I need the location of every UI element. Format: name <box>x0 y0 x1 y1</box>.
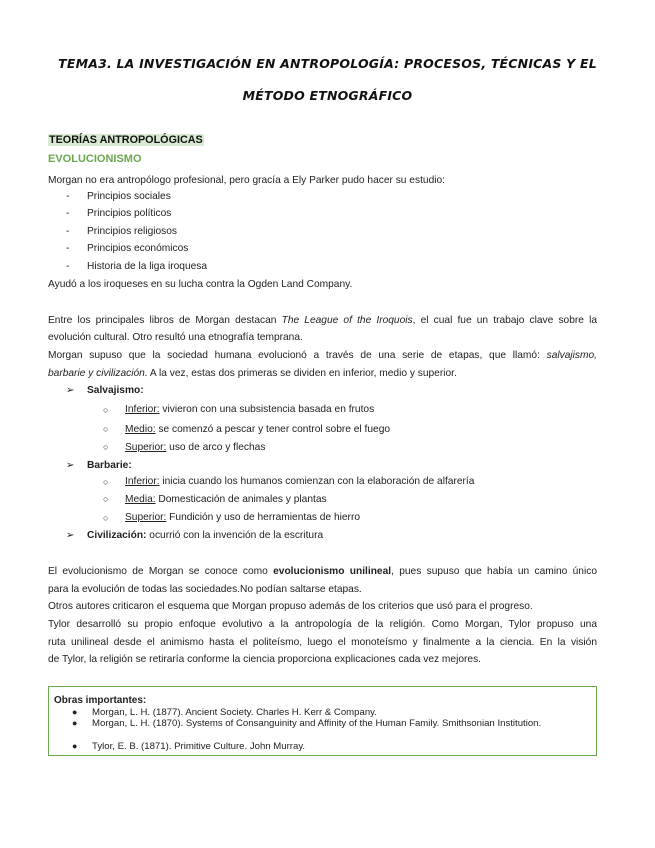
section-heading-text: TEORÍAS ANTROPOLÓGICAS <box>49 134 203 146</box>
substage-item <box>125 476 474 487</box>
stages-paragraph-line-1 <box>48 349 597 362</box>
substage-label: Inferior: <box>125 404 160 415</box>
land-company-paragraph: Ayudó a los iroqueses en su lucha contra la Ogden Land Company. <box>48 279 353 290</box>
circle-bullet-icon: ○ <box>103 494 109 504</box>
list-item: Principios económicos <box>87 243 189 254</box>
stage-name: Civilización: <box>87 530 147 541</box>
unilineal-paragraph-line-2: para la evolución de todas las sociedades.No podían saltarse etapas. <box>48 584 362 595</box>
important-works-title: Obras importantes: <box>54 695 147 706</box>
substage-text: Domesticación de animales y plantas <box>155 494 327 505</box>
work-item: Morgan, L. H. (1870). Systems of Consanguinity and Affinity of the Human Family. Smithsonian Institution. <box>92 718 542 729</box>
stage-item <box>87 530 323 541</box>
substage-item <box>125 512 360 523</box>
unilineal-paragraph-line-1 <box>48 565 597 578</box>
document-title-line-2: MÉTODO ETNOGRÁFICO <box>242 88 413 103</box>
tylor-paragraph-line-2: ruta unilineal desde el animismo hasta el politeísmo, luego el monoteísmo y finalmente a la ciencia. En la visión <box>48 637 597 648</box>
text-run: Morgan supuso que la sociedad humana evolucionó a través de una serie de etapas, que llamó: <box>48 350 547 361</box>
substage-item <box>125 404 374 415</box>
substage-label: Superior: <box>125 442 167 453</box>
stages-paragraph-line-2 <box>48 367 457 380</box>
arrow-bullet-icon: ➢ <box>66 460 75 471</box>
bold-term: evolucionismo unilineal <box>273 566 392 577</box>
document-title-line-1: TEMA3. LA INVESTIGACIÓN EN ANTROPOLOGÍA: PROCESOS, TÉCNICAS Y EL <box>58 56 597 71</box>
text-run: , el cual fue un trabajo clave sobre la <box>412 315 597 326</box>
substage-text: Fundición y uso de herramientas de hierro <box>166 512 361 523</box>
important-works-box <box>48 686 597 756</box>
circle-bullet-icon: ○ <box>103 424 109 434</box>
substage-label: Superior: <box>125 512 167 523</box>
list-item: Historia de la liga iroquesa <box>87 261 208 272</box>
work-item: Tylor, E. B. (1871). Primitive Culture. John Murray. <box>92 741 306 752</box>
dash-marker: - <box>66 226 70 237</box>
tylor-paragraph-line-1: Tylor desarrolló su propio enfoque evolutivo a la antropología de la religión. Como Morgan, Tylor propuso una <box>48 619 597 630</box>
italic-term: barbarie y civilización. <box>48 368 148 379</box>
circle-bullet-icon: ○ <box>103 405 109 415</box>
bullet-icon: ● <box>72 741 78 751</box>
substage-item <box>125 442 265 453</box>
substage-text: uso de arco y flechas <box>166 442 266 453</box>
substage-label: Media: <box>125 494 156 505</box>
section-heading <box>48 134 204 147</box>
text-run: A la vez, estas dos primeras se dividen en inferior, medio y superior. <box>147 368 457 379</box>
dash-marker: - <box>66 243 70 254</box>
substage-text: se comenzó a pescar y tener control sobre el fuego <box>155 424 391 435</box>
italic-term: salvajismo, <box>546 350 597 361</box>
work-item: Morgan, L. H. (1877). Ancient Society. Charles H. Kerr & Company. <box>92 707 377 718</box>
text-run: El evolucionismo de Morgan se conoce como <box>48 566 274 577</box>
substage-text: vivieron con una subsistencia basada en frutos <box>159 404 375 415</box>
substage-label: Medio: <box>125 424 156 435</box>
stage-name: Salvajismo: <box>87 385 144 396</box>
text-run: , pues supuso que había un camino único <box>391 566 597 577</box>
list-item: Principios religiosos <box>87 226 178 237</box>
intro-paragraph: Morgan no era antropólogo profesional, pero gracía a Ely Parker pudo hacer su estudio: <box>48 175 445 186</box>
dash-marker: - <box>66 261 70 272</box>
substage-label: Inferior: <box>125 476 160 487</box>
list-item: Principios políticos <box>87 208 172 219</box>
dash-marker: - <box>66 191 70 202</box>
arrow-bullet-icon: ➢ <box>66 385 75 396</box>
bullet-icon: ● <box>72 707 78 717</box>
stage-text: ocurrió con la invención de la escritura <box>146 530 324 541</box>
critics-paragraph: Otros autores criticaron el esquema que Morgan propuso además de los criterios que usó para el progreso. <box>48 601 533 612</box>
substage-item <box>125 494 327 505</box>
book-title: The League of the Iroquois <box>281 315 413 326</box>
books-paragraph-line-2: evolución cultural. Otro resultó una etnografía temprana. <box>48 332 303 343</box>
subsection-heading <box>48 153 142 166</box>
text-run: Entre los principales libros de Morgan destacan <box>48 315 282 326</box>
books-paragraph-line-1 <box>48 314 597 327</box>
bullet-icon: ● <box>72 718 78 728</box>
list-item: Principios sociales <box>87 191 171 202</box>
arrow-bullet-icon: ➢ <box>66 530 75 541</box>
stage-name: Barbarie: <box>87 460 132 471</box>
substage-item <box>125 424 390 435</box>
dash-marker: - <box>66 208 70 219</box>
circle-bullet-icon: ○ <box>103 513 109 523</box>
circle-bullet-icon: ○ <box>103 477 109 487</box>
substage-text: inicia cuando los humanos comienzan con la elaboración de alfarería <box>159 476 475 487</box>
tylor-paragraph-line-3: de Tylor, la religión se retiraría conforme la ciencia proporciona explicaciones cada vez mejores. <box>48 654 481 665</box>
circle-bullet-icon: ○ <box>103 442 109 452</box>
subsection-heading-text: EVOLUCIONISMO <box>48 153 142 165</box>
